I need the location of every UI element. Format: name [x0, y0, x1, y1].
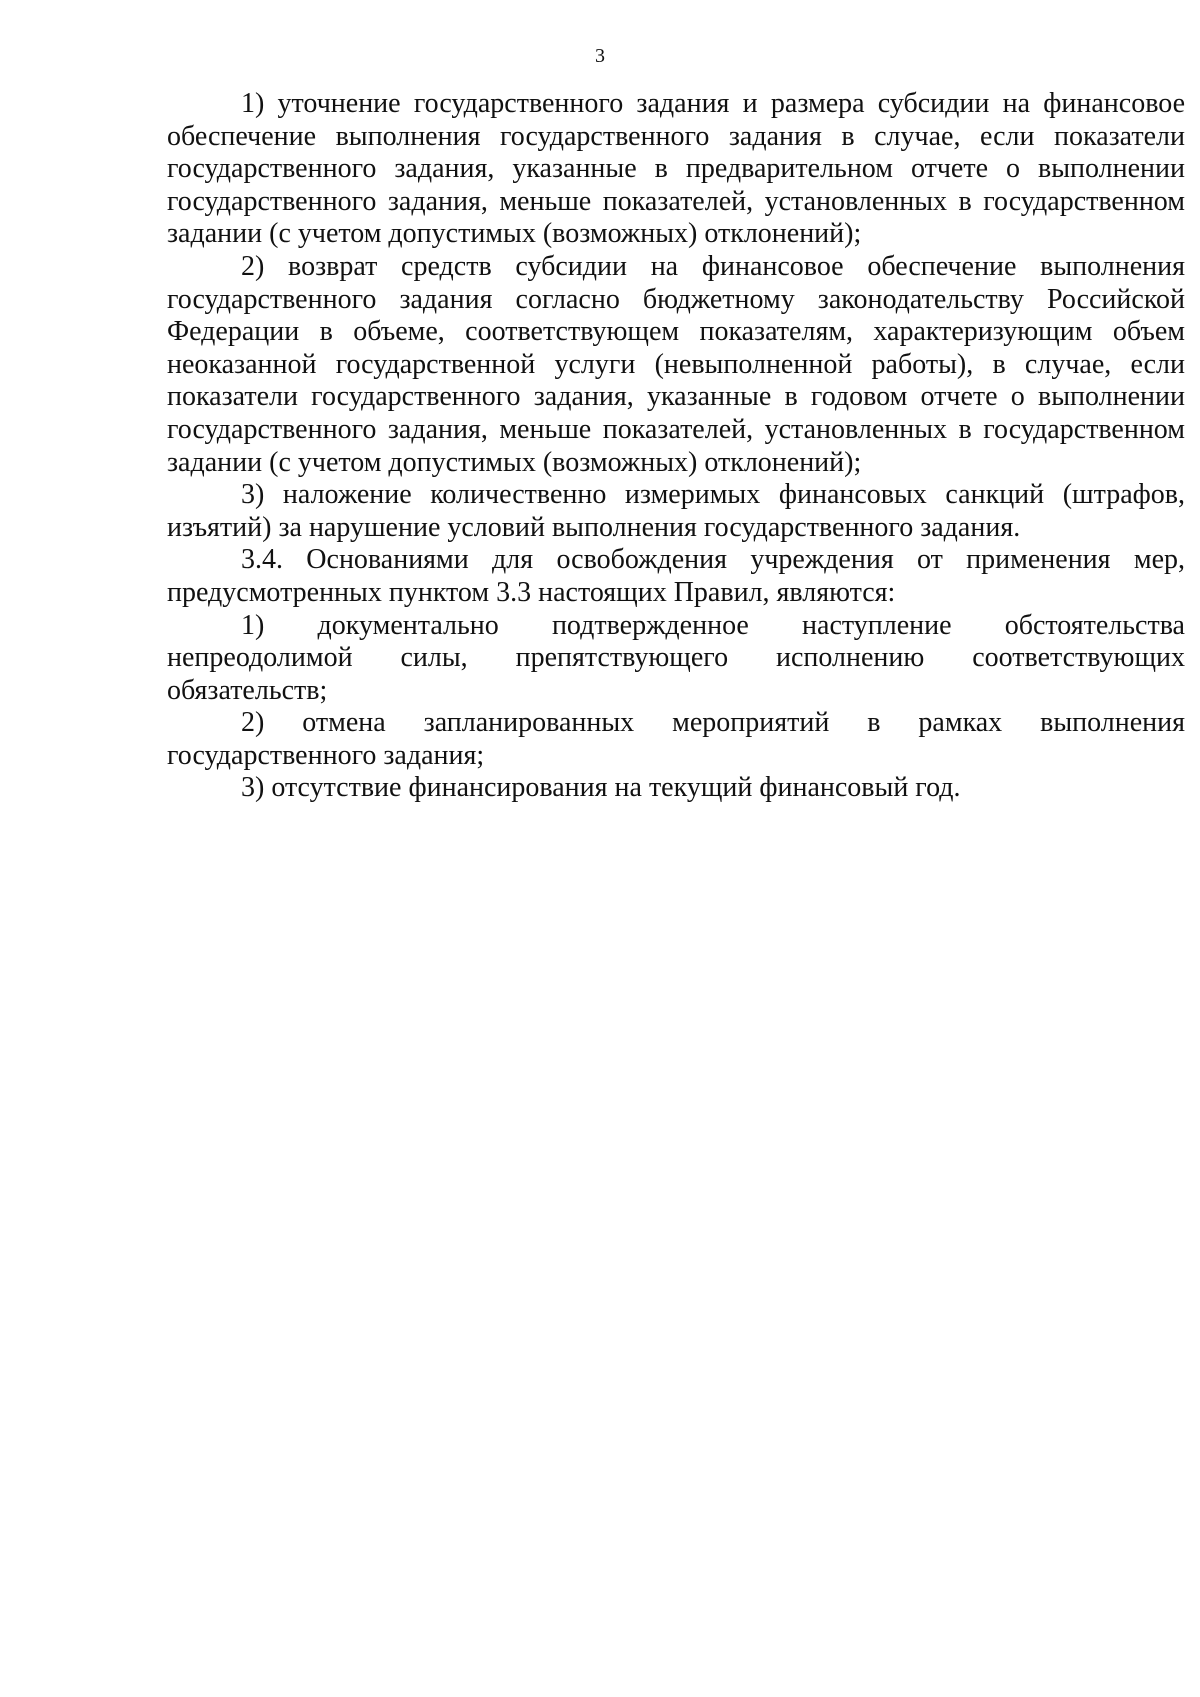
page-number: 3	[595, 45, 605, 67]
paragraph-ground-3: 3) отсутствие финансирования на текущий финансовый год.	[241, 772, 961, 804]
paragraph-measure-3: 3) наложение количественно измеримых финансовых санкций (штрафов, изъятий) за нарушение условий выполнения государственного задания.	[167, 479, 1185, 543]
document-body	[167, 88, 1185, 805]
paragraph-measure-1: 1) уточнение государственного задания и размера субсидии на финансовое обеспечение выполнения государственного задания в случае, если показатели государственного задания, указанные в предварительном отчете о выполнении государственного задания, меньше показателей, установленных в государственном задании (с учетом допустимых (возможных) отклонений);	[167, 88, 1185, 250]
paragraph-measure-2: 2) возврат средств субсидии на финансовое обеспечение выполнения государственного задания согласно бюджетному законодательству Российской Федерации в объеме, соответствующем показателям, характеризующим объем неоказанной государственной услуги (невыполненной работы), в случае, если показатели государственного задания, указанные в годовом отчете о выполнении государственного задания, меньше показателей, установленных в государственном задании (с учетом допустимых (возможных) отклонений);	[167, 250, 1185, 478]
paragraph-ground-2: 2) отмена запланированных мероприятий в рамках выполнения государственного задания;	[167, 707, 1185, 771]
paragraph-ground-1: 1) документально подтвержденное наступление обстоятельства непреодолимой силы, препятствующего исполнению соответствующих обязательств;	[167, 609, 1185, 706]
paragraph-clause-3-4: 3.4. Основаниями для освобождения учреждения от применения мер, предусмотренных пунктом 3.3 настоящих Правил, являются:	[167, 544, 1185, 608]
